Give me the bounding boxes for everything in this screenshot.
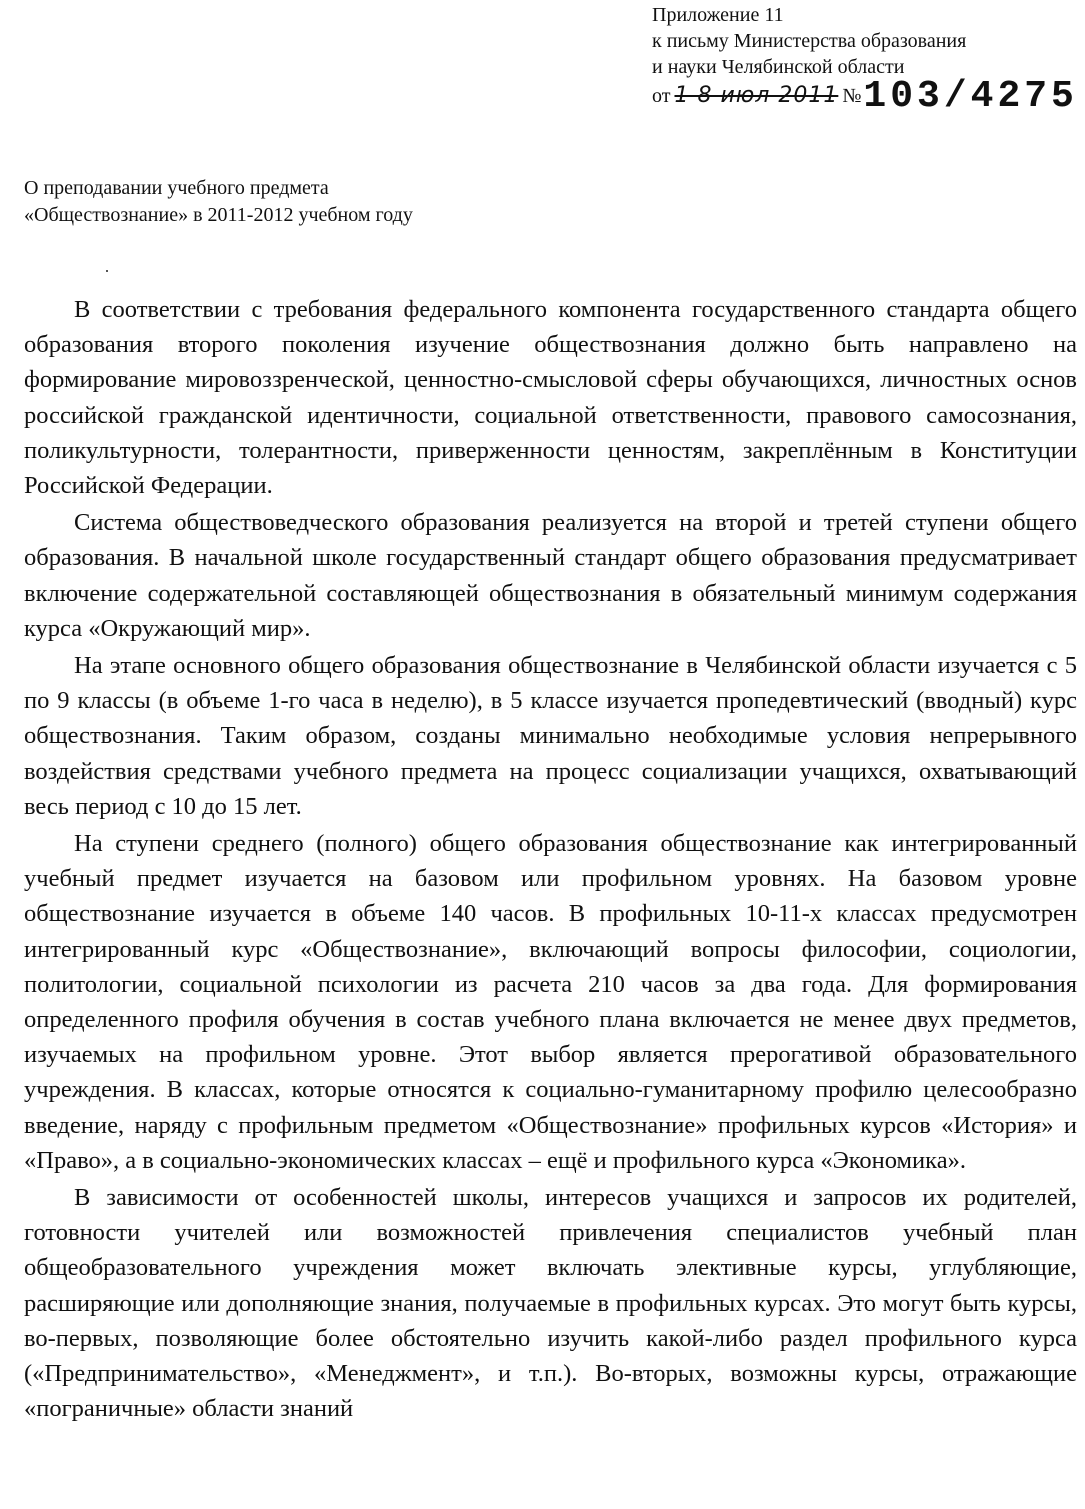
letter-subject xyxy=(24,175,413,229)
paragraph: На этапе основного общего образования обществознание в Челябинской области изучается с 5 по 9 классы (в объеме 1-го часа в неделю), в 5 классе изучается пропедевтический (вводный) курс обществознания. Таким образом, созданы минимально необходимые условия непрерывного воздействия средствами учебного предмета на процесс социализации учащихся, охватывающий весь период с 10 до 15 лет. xyxy=(24,652,1077,820)
paragraph: В соответствии с требования федерального компонента государственного стандарта общего образования второго поколения изучение обществознания должно быть направлено на формирование мировоззренческой, ценностно-смысловой сферы обучающихся, личностных основ российской гражданской идентичности, социальной ответственности, правового самосознания, поликультурности, толерантности, приверженности ценностям, закреплённым в Конституции Российской Федерации. xyxy=(24,296,1077,500)
appendix-ministry: и науки Челябинской области xyxy=(652,56,905,78)
subject-line-1: О преподавании учебного предмета xyxy=(24,177,329,199)
stamp-date: 1 8 июл 2011 xyxy=(674,83,839,108)
paragraph: В зависимости от особенностей школы, интересов учащихся и запросов их родителей, готовности учителей или возможностей привлечения специалистов учебный план общеобразовательного учреждения может включать элективные курсы, углубляющие, расширяющие или дополняющие знания, получаемые в профильных курсах. Это могут быть курсы, во-первых, позволяющие более обстоятельно изучить какой-либо раздел профильного курса («Предпринимательство», «Менеджмент», и т.п.). Во-вторых, возможны курсы, отражающие «пограничные» области знаний xyxy=(24,1184,1077,1423)
paragraph: Система обществоведческого образования реализуется на второй и третей ступени общего образования. В начальной школе государственный стандарт общего образования предусматривает включение содержательной составляющей обществознания в обязательный минимум содержания курса «Окружающий мир». xyxy=(24,509,1077,642)
paragraph: На ступени среднего (полного) общего образования обществознание как интегрированный учебный предмет изучается на базовом или профильном уровнях. На базовом уровне обществознание изучается в объеме 140 часов. В профильных 10-11-х классах предусмотрен интегрированный курс «Обществознание», включающий вопросы философии, социологии, политологии, социальной психологии из расчета 210 часов за два года. Для формирования определенного профиля обучения в состав учебного плана включается не менее двух предметов, изучаемых на профильном уровне. Этот выбор является прерогативой образовательного учреждения. В классах, которые относятся к социально-гуманитарному профилю целесообразно введение, наряду с профильным предметом «Обществознание» профильных курсов «История» и «Право», а в социально-экономических классах – ещё и профильного курса «Экономика». xyxy=(24,830,1077,1174)
appendix-letter-reference: к письму Министерства образования xyxy=(652,30,967,52)
appendix-header xyxy=(652,2,1078,118)
stamp-number: 103/4275 xyxy=(863,75,1078,118)
appendix-date-line xyxy=(652,75,1078,118)
date-prefix: от xyxy=(652,85,671,107)
appendix-title: Приложение 11 xyxy=(652,4,784,26)
body-text xyxy=(24,292,1077,1429)
number-sign: № xyxy=(842,85,862,107)
subject-line-2: «Обществознание» в 2011-2012 учебном году xyxy=(24,204,413,226)
scan-speck xyxy=(106,270,108,272)
